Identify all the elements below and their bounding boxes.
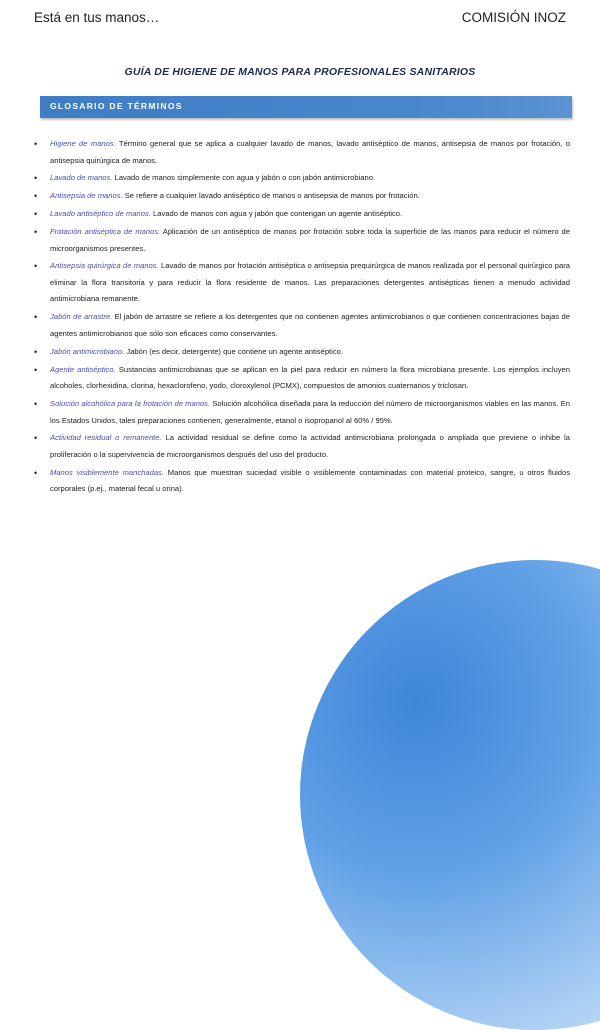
decorative-blue-circle: [300, 560, 600, 1030]
bullet: •: [34, 261, 38, 272]
glossary-term: Agente antiséptico.: [50, 364, 116, 374]
glossary-term: Lavado antiséptico de manos.: [50, 209, 151, 219]
glossary-item: [34, 430, 570, 463]
glossary-definition: Lavado de manos por frotación antiséptica o antisepsia prequirúrgica de manos realizada por el personal quirúrgico para eliminar la flora transitoria y para reducir la flora residente de manos. Las preparaciones detergentes antisépticas tienen a menudo actividad antimicrobiana remanente.: [50, 261, 570, 304]
document-title: GUÍA DE HIGIENE DE MANOS PARA PROFESIONALES SANITARIOS: [124, 66, 476, 78]
bullet: •: [34, 227, 38, 238]
bullet: •: [34, 433, 38, 444]
bullet: •: [34, 399, 38, 410]
glossary-item: [34, 309, 570, 342]
section-heading-bar: [40, 96, 572, 118]
glossary-term: Jabón de arrastre.: [50, 312, 113, 322]
glossary-term: Solución alcohólica para la frotación de manos.: [50, 399, 211, 409]
header-organization: COMISIÓN INOZ: [461, 10, 566, 25]
bullet: •: [34, 139, 38, 149]
glossary-definition: Solución alcohólica diseñada para la reducción del número de microorganismos viables en las manos. En los Estados Unidos, tales preparaciones contienen, generalmente, etanol o isopropanol al 60% / 95%.: [50, 399, 570, 425]
glossary-item: [34, 136, 570, 169]
glossary-definition: Manos que muestran suciedad visible o visiblemente contaminadas con material proteico, sangre, u otros fluidos corporales (p.ej., material fecal u orina).: [50, 467, 571, 494]
glossary-item: [34, 206, 570, 223]
bullet: •: [34, 467, 38, 478]
glossary-item: [34, 188, 570, 205]
glossary-term: Frotación antiséptica de manos.: [50, 227, 161, 237]
glossary-item: [34, 170, 570, 187]
glossary-item: [34, 362, 570, 395]
glossary-definition: El jabón de arrastre se refiere a los detergentes que no contienen agentes antimicrobianos o que contienen concentraciones bajas de agentes antimicrobianos que sólo son eficaces como conservantes.: [50, 312, 570, 338]
bullet: •: [34, 191, 38, 202]
glossary-item: [34, 258, 570, 308]
header-slogan: Está en tus manos…: [34, 10, 160, 25]
glossary-definition: Aplicación de un antiséptico de manos por frotación sobre toda la superficie de las manos para reducir el número de microorganismos presentes.: [50, 227, 570, 253]
glossary-definition: Se refiere a cualquier lavado antiséptico de manos o antisepsia de manos por frotación.: [122, 191, 420, 201]
glossary-term: Antisepsia de manos.: [50, 191, 123, 201]
glossary-term: Actividad residual o remanente.: [50, 433, 162, 443]
bullet: •: [34, 209, 38, 220]
glossary-item: [34, 465, 570, 498]
glossary-item: [34, 344, 570, 361]
glossary-definition: Sustancias antimicrobianas que se aplican en la piel para reducir en número la flora microbiana presente. Los ejemplos incluyen alcoholes, clorhexidina, clorina, hexaclorofeno, yodo, cloroxylenol (PCMX), compuestos de amonios cuaternarios y triclosan.: [50, 364, 570, 391]
glossary-definition: Término general que se aplica a cualquier lavado de manos, lavado antiséptico de manos, antisepsia de manos por frotación, o antisepsia quirúrgica de manos.: [50, 139, 571, 165]
glossary-definition: Lavado de manos con agua y jabón que contengan un agente antiséptico.: [150, 209, 403, 219]
glossary-list: [34, 136, 570, 499]
glossary-term: Lavado de manos.: [50, 173, 113, 183]
glossary-item: [34, 224, 570, 257]
bullet: •: [34, 346, 38, 357]
bullet: •: [34, 173, 38, 184]
glossary-term: Jabón antimicrobiano.: [50, 346, 125, 356]
glossary-term: Higiene de manos.: [50, 139, 116, 148]
glossary-definition: La actividad residual se define como la actividad antimicrobiana prolongada o ampliada que previene o inhibe la proliferación o la supervivencia de microorganismos después del uso del producto.: [50, 433, 570, 459]
glossary-definition: Jabón (es decir, detergente) que contiene un agente antiséptico.: [124, 346, 343, 356]
bullet: •: [34, 364, 38, 375]
bullet: •: [34, 312, 38, 323]
glossary-item: [34, 396, 570, 429]
glossary-definition: Lavado de manos simplemente con agua y jabón o con jabón antimicrobiano.: [112, 173, 376, 183]
glossary-term: Manos visiblemente manchadas.: [50, 467, 164, 477]
section-heading: GLOSARIO DE TÉRMINOS: [50, 101, 183, 111]
glossary-term: Antisepsia quirúrgica de manos.: [50, 261, 159, 271]
